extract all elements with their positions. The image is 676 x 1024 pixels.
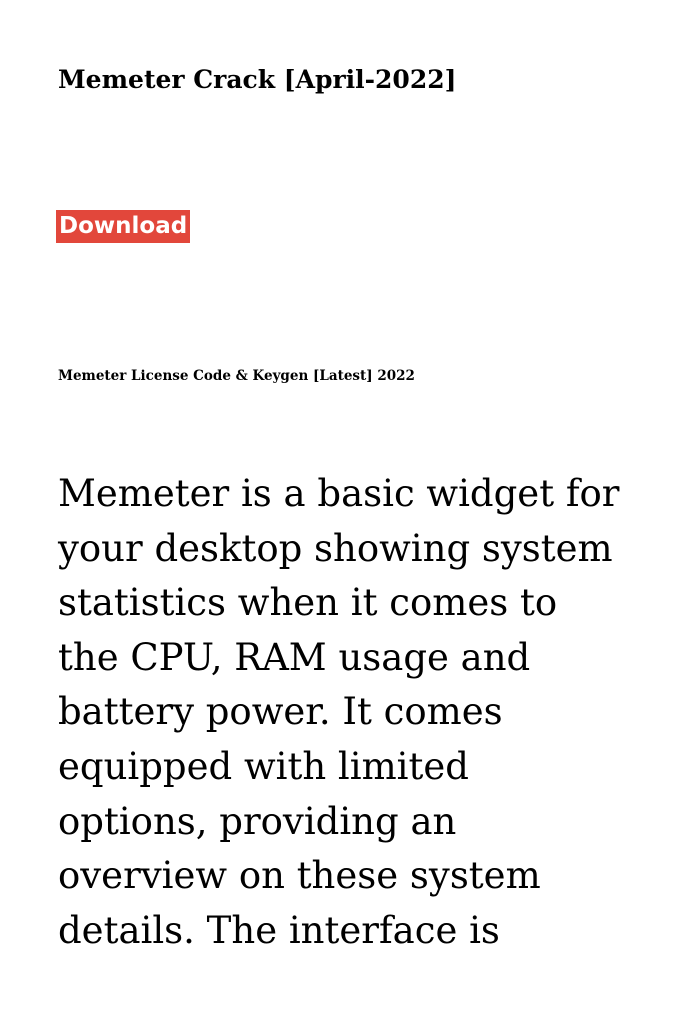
body-line: statistics when it comes to xyxy=(58,581,558,625)
body-line: your desktop showing system xyxy=(58,526,613,570)
body-line: overview on these system xyxy=(58,854,541,898)
body-line: the CPU, RAM usage and xyxy=(58,635,531,679)
body-line: battery power. It comes xyxy=(58,690,503,734)
body-paragraph xyxy=(58,467,658,958)
body-line: equipped with limited xyxy=(58,744,469,788)
section-subtitle: Memeter License Code & Keygen [Latest] 2022 xyxy=(58,368,415,384)
page-title: Memeter Crack [April-2022] xyxy=(58,65,457,94)
download-button[interactable]: Download xyxy=(56,210,190,243)
body-line: options, providing an xyxy=(58,799,457,843)
body-line: Memeter is a basic widget for xyxy=(58,472,620,515)
body-line: details. The interface is xyxy=(58,908,500,952)
